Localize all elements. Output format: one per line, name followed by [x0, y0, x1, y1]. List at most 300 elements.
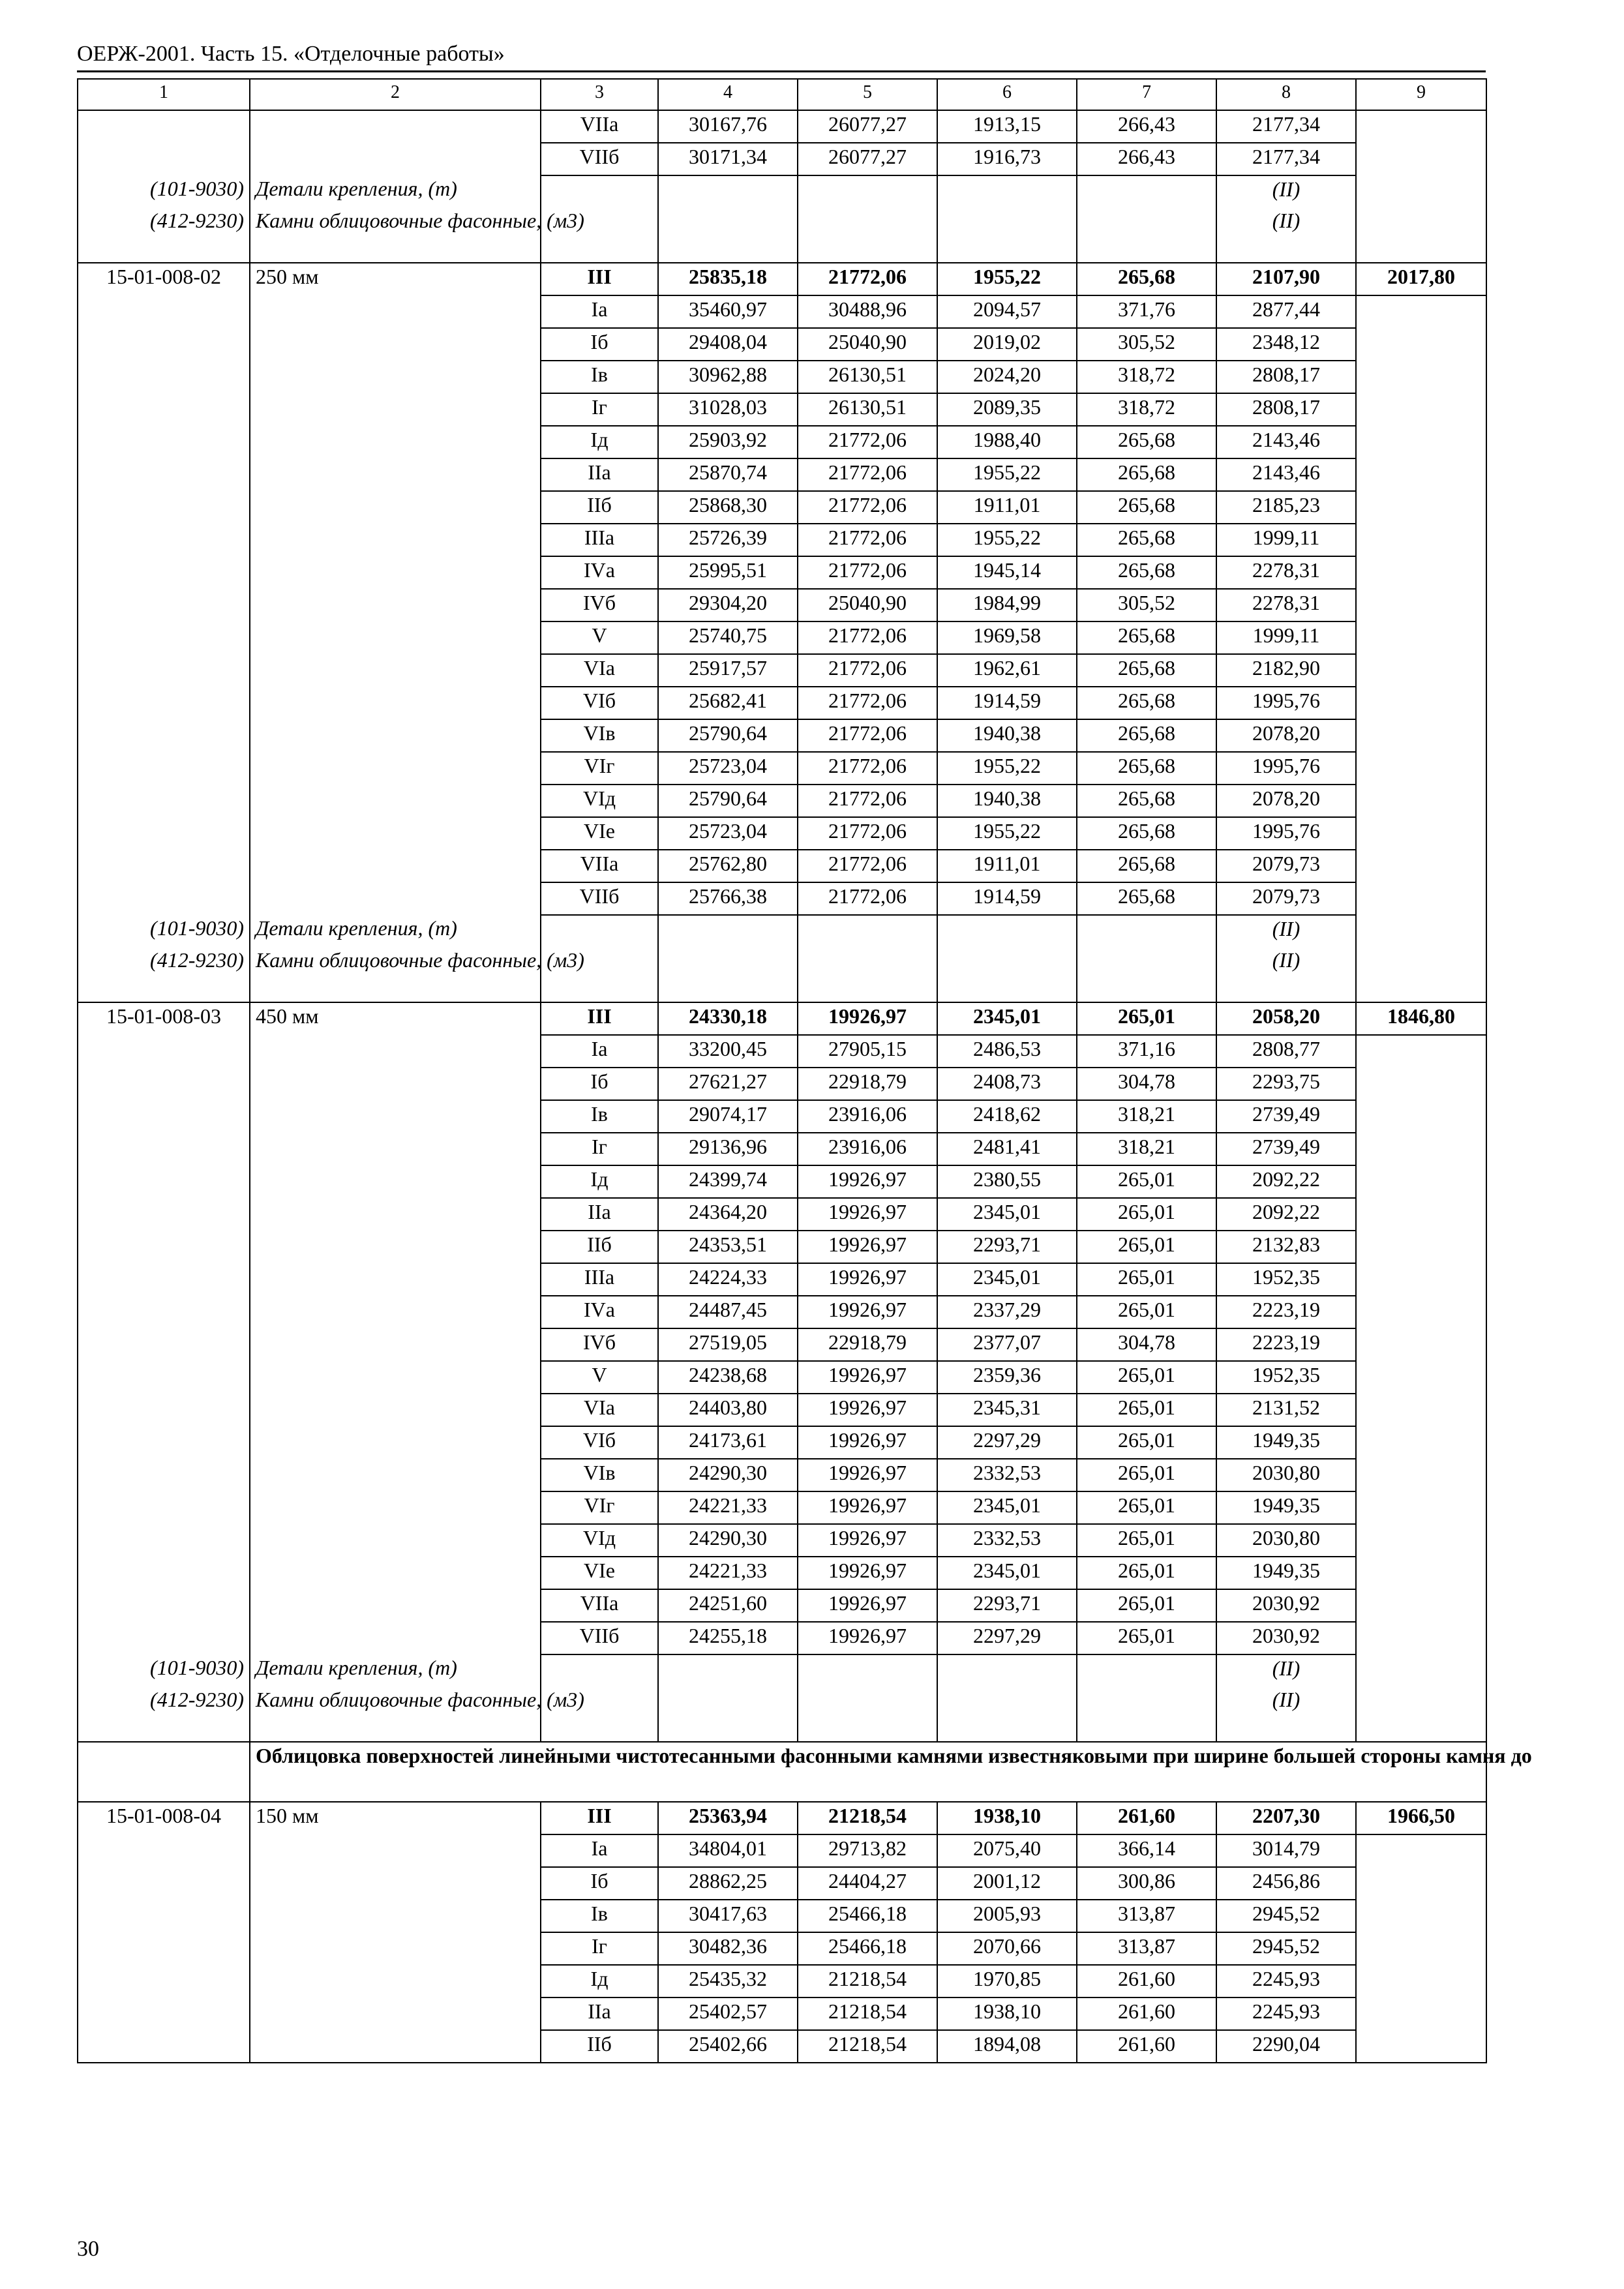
value-col7-cell: 265,01 [1077, 1524, 1216, 1557]
zone-cell: VIг [541, 1491, 658, 1524]
name-cell [250, 1198, 541, 1231]
value-col8-cell: 2079,73 [1216, 850, 1356, 882]
rate-code-cell [78, 1035, 250, 1068]
rate-code-cell [78, 1834, 250, 1867]
value-col6-cell: 2019,02 [937, 328, 1077, 361]
name-cell [250, 1589, 541, 1622]
value-col8-cell: 2739,49 [1216, 1100, 1356, 1133]
value-col4-cell: 24224,33 [658, 1263, 798, 1296]
value-col4-cell: 25903,92 [658, 426, 798, 458]
rate-code-cell [78, 361, 250, 393]
value-col8-cell: 2945,52 [1216, 1900, 1356, 1932]
name-cell [250, 426, 541, 458]
zone-cell: Iб [541, 328, 658, 361]
value-col8-cell: 1995,76 [1216, 817, 1356, 850]
value-col7-cell: 265,68 [1077, 719, 1216, 752]
name-cell [250, 719, 541, 752]
value-col4-cell: 25402,57 [658, 1997, 798, 2030]
value-col8-cell: 2945,52 [1216, 1932, 1356, 1965]
value-col4-cell: 34804,01 [658, 1834, 798, 1867]
zone-cell: IVа [541, 556, 658, 589]
value-col4-cell: 31028,03 [658, 393, 798, 426]
rate-code-cell: (412-9230) [78, 207, 250, 263]
table-row [78, 1068, 1486, 1100]
value-col4-cell: 25917,57 [658, 654, 798, 687]
value-col6-cell: 2332,53 [937, 1524, 1077, 1557]
value-col9-cell [1356, 295, 1486, 328]
value-col9-cell [1356, 491, 1486, 524]
value-col6-cell: 1940,38 [937, 785, 1077, 817]
table-row [78, 1965, 1486, 1997]
name-cell [250, 458, 541, 491]
value-col6-cell: 1945,14 [937, 556, 1077, 589]
value-col6-cell: 2345,01 [937, 1263, 1077, 1296]
rate-code-cell [78, 687, 250, 719]
rate-code-cell: (412-9230) [78, 947, 250, 1002]
value-col9-cell [1356, 1328, 1486, 1361]
value-col9-cell [1356, 1361, 1486, 1394]
name-cell [250, 524, 541, 556]
table-row [78, 1165, 1486, 1198]
column-header: 6 [937, 79, 1077, 110]
table-row [78, 1361, 1486, 1394]
zone-cell: VIIа [541, 850, 658, 882]
value-col4-cell: 25766,38 [658, 882, 798, 915]
value-col7-cell: 261,60 [1077, 1802, 1216, 1834]
name-cell [250, 393, 541, 426]
column-header: 7 [1077, 79, 1216, 110]
value-col7-cell: 265,68 [1077, 524, 1216, 556]
value-col9-cell [1356, 1867, 1486, 1900]
value-col6-cell: 1955,22 [937, 817, 1077, 850]
value-col6-cell: 2359,36 [937, 1361, 1077, 1394]
value-col4-cell: 29074,17 [658, 1100, 798, 1133]
value-col6-cell: 1962,61 [937, 654, 1077, 687]
page-header: ОЕРЖ-2001. Часть 15. «Отделочные работы» [77, 40, 1486, 72]
value-col6-cell: 2332,53 [937, 1459, 1077, 1491]
table-row [78, 589, 1486, 621]
value-col4-cell: 25790,64 [658, 719, 798, 752]
value-col5-cell: 21772,06 [798, 850, 937, 882]
zone-cell: VIд [541, 785, 658, 817]
name-cell [250, 110, 541, 143]
value-col7-cell: 265,01 [1077, 1198, 1216, 1231]
value-col7-cell: 265,68 [1077, 817, 1216, 850]
value-col4-cell: 24290,30 [658, 1459, 798, 1491]
value-col7-cell: 371,76 [1077, 295, 1216, 328]
rate-code-cell: (412-9230) [78, 1686, 250, 1742]
value-col6-cell: 2380,55 [937, 1165, 1077, 1198]
value-col5-cell: 21772,06 [798, 719, 937, 752]
value-col4-cell: 25402,66 [658, 2030, 798, 2063]
zone-cell: IIа [541, 1198, 658, 1231]
value-col7-cell: 265,01 [1077, 1426, 1216, 1459]
name-cell [250, 850, 541, 882]
value-col5-cell: 26130,51 [798, 393, 937, 426]
rate-code-cell [78, 491, 250, 524]
value-col6-cell: 2089,35 [937, 393, 1077, 426]
value-col9-cell [1356, 1932, 1486, 1965]
value-col6-cell: 1913,15 [937, 110, 1077, 143]
value-col4-cell: 25435,32 [658, 1965, 798, 1997]
value-col9-cell [1356, 426, 1486, 458]
rate-code-cell [78, 1900, 250, 1932]
value-col9-cell: 1846,80 [1356, 1002, 1486, 1035]
value-col4-cell: 24173,61 [658, 1426, 798, 1459]
table-row [78, 361, 1486, 393]
resource-row [78, 175, 1486, 207]
name-cell [250, 882, 541, 915]
rate-code-cell [78, 850, 250, 882]
rate-code-cell: (101-9030) [78, 915, 250, 947]
value-col6-cell: 2293,71 [937, 1231, 1077, 1263]
table-row [78, 850, 1486, 882]
value-col6-cell: 2418,62 [937, 1100, 1077, 1133]
zone-cell: IVа [541, 1296, 658, 1328]
name-cell [250, 1394, 541, 1426]
value-col9-cell [1356, 654, 1486, 687]
value-col4-cell [658, 947, 798, 1002]
value-col8-cell: 2278,31 [1216, 589, 1356, 621]
value-col6-cell [937, 1686, 1077, 1742]
table-row [78, 752, 1486, 785]
rate-code-cell [78, 1361, 250, 1394]
value-col4-cell: 25723,04 [658, 752, 798, 785]
price-table [77, 78, 1532, 2063]
name-cell [250, 1035, 541, 1068]
name-cell [250, 1932, 541, 1965]
rate-code-cell [78, 589, 250, 621]
zone-cell: IIIа [541, 1263, 658, 1296]
value-col8-cell: 2293,75 [1216, 1068, 1356, 1100]
value-col8-cell: 1995,76 [1216, 752, 1356, 785]
resource-row [78, 1686, 1486, 1742]
zone-cell: VIIа [541, 110, 658, 143]
name-cell: Камни облицовочные фасонные, (м3) [250, 1686, 541, 1742]
zone-cell: IIб [541, 491, 658, 524]
value-col6-cell: 2297,29 [937, 1622, 1077, 1654]
zone-cell: IIб [541, 2030, 658, 2063]
value-col9-cell [1356, 1296, 1486, 1328]
value-col8-cell: 2078,20 [1216, 719, 1356, 752]
value-col6-cell: 1914,59 [937, 882, 1077, 915]
value-col6-cell: 2070,66 [937, 1932, 1077, 1965]
value-col9-cell [1356, 2030, 1486, 2063]
value-col5-cell: 26130,51 [798, 361, 937, 393]
name-cell [250, 1361, 541, 1394]
value-col7-cell: 261,60 [1077, 1965, 1216, 1997]
value-col9-cell [1356, 207, 1486, 263]
value-col4-cell: 24238,68 [658, 1361, 798, 1394]
value-col7-cell: 371,16 [1077, 1035, 1216, 1068]
name-cell [250, 361, 541, 393]
name-cell [250, 1524, 541, 1557]
value-col8-cell: 1949,35 [1216, 1557, 1356, 1589]
name-cell [250, 491, 541, 524]
name-cell [250, 1263, 541, 1296]
zone-cell: IIб [541, 1231, 658, 1263]
column-header: 5 [798, 79, 937, 110]
value-col4-cell [658, 207, 798, 263]
zone-cell [541, 175, 658, 207]
rate-code-cell [78, 393, 250, 426]
value-col6-cell [937, 207, 1077, 263]
value-col6-cell: 1938,10 [937, 1802, 1077, 1834]
value-col5-cell: 19926,97 [798, 1198, 937, 1231]
rate-code-cell [78, 1426, 250, 1459]
table-row [78, 1900, 1486, 1932]
value-col8-cell: 2092,22 [1216, 1198, 1356, 1231]
value-col4-cell [658, 1654, 798, 1686]
value-col4-cell: 24290,30 [658, 1524, 798, 1557]
value-col4-cell: 24403,80 [658, 1394, 798, 1426]
value-col5-cell: 30488,96 [798, 295, 937, 328]
value-col8-cell: 2245,93 [1216, 1965, 1356, 1997]
column-header: 2 [250, 79, 541, 110]
name-cell [250, 1100, 541, 1133]
zone-cell: VIв [541, 1459, 658, 1491]
value-col9-cell [1356, 882, 1486, 915]
table-row [78, 1035, 1486, 1068]
value-col5-cell: 19926,97 [798, 1622, 937, 1654]
name-cell [250, 589, 541, 621]
value-col5-cell: 21218,54 [798, 2030, 937, 2063]
zone-cell: Iа [541, 1834, 658, 1867]
value-col6-cell: 2293,71 [937, 1589, 1077, 1622]
rate-code-cell [78, 1997, 250, 2030]
name-cell [250, 1231, 541, 1263]
value-col6-cell [937, 175, 1077, 207]
value-col5-cell: 29713,82 [798, 1834, 937, 1867]
name-cell [250, 1491, 541, 1524]
value-col8-cell: 1999,11 [1216, 524, 1356, 556]
value-col5-cell: 21772,06 [798, 817, 937, 850]
value-col4-cell: 25726,39 [658, 524, 798, 556]
value-col6-cell: 1955,22 [937, 752, 1077, 785]
table-row [78, 1394, 1486, 1426]
value-col5-cell: 25466,18 [798, 1932, 937, 1965]
zone-cell: Iг [541, 1133, 658, 1165]
value-col8-cell: 2290,04 [1216, 2030, 1356, 2063]
zone-cell: Iв [541, 1100, 658, 1133]
value-col7-cell: 261,60 [1077, 2030, 1216, 2063]
table-row [78, 458, 1486, 491]
rate-code-cell: 15-01-008-02 [78, 263, 250, 295]
value-col8-cell: 2030,80 [1216, 1459, 1356, 1491]
value-col7-cell [1077, 1654, 1216, 1686]
value-col8-cell: 2739,49 [1216, 1133, 1356, 1165]
zone-cell: VIд [541, 1524, 658, 1557]
column-number-row [78, 79, 1486, 110]
value-col4-cell: 25682,41 [658, 687, 798, 719]
value-col8-cell: 2030,80 [1216, 1524, 1356, 1557]
zone-cell: VIIб [541, 143, 658, 175]
value-col7-cell [1077, 207, 1216, 263]
value-col6-cell: 2005,93 [937, 1900, 1077, 1932]
value-col6-cell: 1938,10 [937, 1997, 1077, 2030]
value-col5-cell: 21772,06 [798, 491, 937, 524]
zone-cell: III [541, 1802, 658, 1834]
value-col4-cell: 27621,27 [658, 1068, 798, 1100]
value-col5-cell: 21218,54 [798, 1965, 937, 1997]
value-col4-cell: 30417,63 [658, 1900, 798, 1932]
value-col9-cell [1356, 850, 1486, 882]
value-col4-cell: 33200,45 [658, 1035, 798, 1068]
rate-code-cell [78, 621, 250, 654]
value-col7-cell: 318,21 [1077, 1133, 1216, 1165]
value-col5-cell: 27905,15 [798, 1035, 937, 1068]
value-col8-cell: 2348,12 [1216, 328, 1356, 361]
value-col9-cell [1356, 719, 1486, 752]
table-row [78, 1459, 1486, 1491]
section-title-row [78, 1742, 1486, 1802]
value-col7-cell [1077, 1686, 1216, 1742]
rate-code-cell [78, 654, 250, 687]
value-col4-cell: 24364,20 [658, 1198, 798, 1231]
value-col5-cell: 21772,06 [798, 752, 937, 785]
value-col5-cell: 19926,97 [798, 1426, 937, 1459]
value-col9-cell [1356, 1900, 1486, 1932]
rate-code-cell [78, 1394, 250, 1426]
value-col6-cell: 2024,20 [937, 361, 1077, 393]
value-col4-cell: 29304,20 [658, 589, 798, 621]
rate-code-cell [78, 1263, 250, 1296]
rate-code-cell: 15-01-008-04 [78, 1802, 250, 1834]
value-col7-cell: 313,87 [1077, 1900, 1216, 1932]
value-col8-cell: 2223,19 [1216, 1296, 1356, 1328]
table-row [78, 491, 1486, 524]
value-col5-cell: 25040,90 [798, 328, 937, 361]
value-col6-cell: 2345,31 [937, 1394, 1077, 1426]
table-row [78, 1002, 1486, 1035]
value-col6-cell: 2377,07 [937, 1328, 1077, 1361]
value-col9-cell [1356, 785, 1486, 817]
name-cell [250, 1997, 541, 2030]
value-col7-cell: 265,01 [1077, 1002, 1216, 1035]
value-col5-cell: 19926,97 [798, 1263, 937, 1296]
name-cell: 250 мм [250, 263, 541, 295]
value-col8-cell: 3014,79 [1216, 1834, 1356, 1867]
value-col7-cell: 265,68 [1077, 491, 1216, 524]
table-row [78, 1932, 1486, 1965]
rate-code-cell: (101-9030) [78, 1654, 250, 1686]
value-col9-cell [1356, 1459, 1486, 1491]
table-body [78, 79, 1532, 2063]
zone-cell: VIб [541, 687, 658, 719]
name-cell [250, 1622, 541, 1654]
value-col6-cell: 1955,22 [937, 458, 1077, 491]
value-col7-cell: 265,68 [1077, 556, 1216, 589]
value-col8-cell: 2207,30 [1216, 1802, 1356, 1834]
value-col5-cell [798, 915, 937, 947]
value-col5-cell [798, 1654, 937, 1686]
rate-code-cell [78, 882, 250, 915]
value-col9-cell [1356, 1035, 1486, 1068]
name-cell [250, 143, 541, 175]
rate-code-cell: 15-01-008-03 [78, 1002, 250, 1035]
value-col4-cell [658, 915, 798, 947]
value-col6-cell: 1894,08 [937, 2030, 1077, 2063]
value-col9-cell [1356, 1557, 1486, 1589]
value-col5-cell: 21772,06 [798, 621, 937, 654]
zone-cell: V [541, 621, 658, 654]
value-col7-cell: 265,01 [1077, 1296, 1216, 1328]
value-col8-cell: 2177,34 [1216, 143, 1356, 175]
table-row [78, 1867, 1486, 1900]
name-cell [250, 621, 541, 654]
value-col8-cell: 2079,73 [1216, 882, 1356, 915]
value-col4-cell: 35460,97 [658, 295, 798, 328]
value-col6-cell: 2075,40 [937, 1834, 1077, 1867]
table-row [78, 1231, 1486, 1263]
value-col7-cell: 265,68 [1077, 458, 1216, 491]
value-col6-cell: 2345,01 [937, 1557, 1077, 1589]
value-col7-cell: 318,72 [1077, 361, 1216, 393]
value-col5-cell: 25466,18 [798, 1900, 937, 1932]
table-row [78, 1328, 1486, 1361]
value-col6-cell: 1970,85 [937, 1965, 1077, 1997]
name-cell [250, 1557, 541, 1589]
value-col6-cell [937, 1654, 1077, 1686]
value-col7-cell: 265,68 [1077, 882, 1216, 915]
value-col5-cell: 19926,97 [798, 1296, 937, 1328]
value-col5-cell: 21772,06 [798, 426, 937, 458]
rate-code-cell [78, 1589, 250, 1622]
value-col9-cell: 2017,80 [1356, 263, 1486, 295]
value-col7-cell: 265,68 [1077, 752, 1216, 785]
value-col5-cell: 21772,06 [798, 882, 937, 915]
value-col5-cell: 21218,54 [798, 1997, 937, 2030]
section-title: Облицовка поверхностей линейными чистотесанными фасонными камнями известняковыми при ширине большей стороны камня до [250, 1742, 1486, 1802]
table-row [78, 621, 1486, 654]
value-col8-cell: 2185,23 [1216, 491, 1356, 524]
value-col6-cell: 1955,22 [937, 524, 1077, 556]
zone-cell: III [541, 1002, 658, 1035]
value-col9-cell [1356, 1622, 1486, 1654]
value-col8-cell: 1999,11 [1216, 621, 1356, 654]
value-col9-cell [1356, 1686, 1486, 1742]
value-col7-cell: 366,14 [1077, 1834, 1216, 1867]
value-col7-cell: 265,68 [1077, 785, 1216, 817]
value-col8-cell: 2808,17 [1216, 393, 1356, 426]
value-col6-cell: 2094,57 [937, 295, 1077, 328]
value-col6-cell: 1911,01 [937, 491, 1077, 524]
value-col4-cell: 25995,51 [658, 556, 798, 589]
value-col6-cell: 1955,22 [937, 263, 1077, 295]
value-col6-cell: 1988,40 [937, 426, 1077, 458]
value-col9-cell [1356, 1589, 1486, 1622]
value-col5-cell: 19926,97 [798, 1394, 937, 1426]
value-col6-cell: 2001,12 [937, 1867, 1077, 1900]
value-col5-cell: 21772,06 [798, 556, 937, 589]
table-row [78, 817, 1486, 850]
zone-cell [541, 1654, 658, 1686]
name-cell [250, 785, 541, 817]
value-col7-cell: 304,78 [1077, 1068, 1216, 1100]
value-col5-cell: 19926,97 [798, 1491, 937, 1524]
name-cell [250, 1965, 541, 1997]
rate-code-cell [78, 143, 250, 175]
value-col6-cell: 2486,53 [937, 1035, 1077, 1068]
resource-row [78, 1654, 1486, 1686]
zone-cell: VIе [541, 817, 658, 850]
value-col7-cell: 265,01 [1077, 1263, 1216, 1296]
value-col5-cell: 21772,06 [798, 785, 937, 817]
value-col8-cell: 1952,35 [1216, 1361, 1356, 1394]
rate-code-cell [78, 1296, 250, 1328]
value-col9-cell [1356, 1100, 1486, 1133]
value-col8-cell: 2877,44 [1216, 295, 1356, 328]
